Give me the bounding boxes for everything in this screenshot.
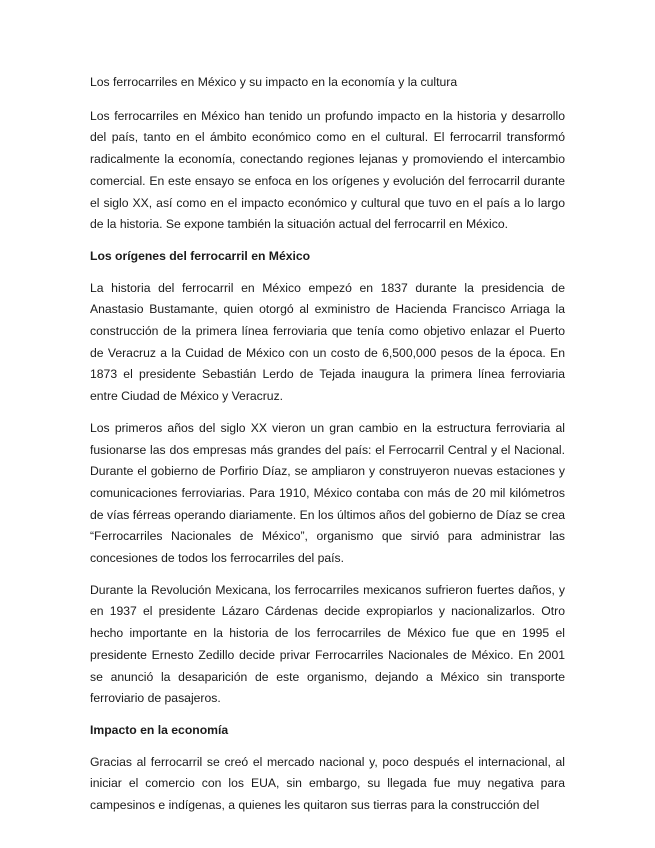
intro-paragraph: Los ferrocarriles en México han tenido un profundo impacto en la historia y desarrollo del país, tanto en el ámbito económico como en el cultural. El ferrocarril transformó radicalmente la economía, conectando regiones lejanas y promoviendo el intercambio comercial. En este ensayo se enfoca en los orígenes y evolución del ferrocarril durante el siglo XX, así como en el impacto económico y cultural que tuvo en el país a lo largo de la historia. Se expone también la situación actual del ferrocarril en México. (90, 108, 565, 232)
document-title: Los ferrocarriles en México y su impacto en la economía y la cultura (90, 75, 458, 89)
section-heading-economy: Impacto en la economía (90, 722, 229, 737)
origins-paragraph-1: La historia del ferrocarril en México empezó en 1837 durante la presidencia de Anastasio Bustamante, quien otorgó al exministro de Hacienda Francisco Arriaga la construcción de la primera línea ferroviaria que tenía como objetivo enlazar el Puerto de Veracruz a la Cuidad de México con un costo de 6,500,000 pesos de la época. En 1873 el presidente Sebastián Lerdo de Tejada inaugura la primera línea ferroviaria entre Ciudad de México y Veracruz. (90, 280, 565, 404)
origins-paragraph-2: Los primeros años del siglo XX vieron un gran cambio en la estructura ferroviaria al fusionarse las dos empresas más grandes del país: el Ferrocarril Central y el Nacional. Durante el gobierno de Porfirio Díaz, se ampliaron y construyeron nuevas estaciones y comunicaciones ferroviarias. Para 1910, México contaba con más de 20 mil kilómetros de vías férreas operando diariamente. En los últimos años del gobierno de Díaz se crea “Ferrocarriles Nacionales de México”, organismo que sirvió para administrar las concesiones de todos los ferrocarriles del país. (90, 420, 565, 566)
economy-paragraph-1: Gracias al ferrocarril se creó el mercado nacional y, poco después el internacional, al iniciar el comercio con los EUA, sin embargo, su llegada fue muy negativa para campesinos e indígenas, a quienes les quitaron sus tierras para la construcción del (90, 754, 565, 813)
section-heading-origins: Los orígenes del ferrocarril en México (90, 248, 311, 263)
origins-paragraph-3: Durante la Revolución Mexicana, los ferrocarriles mexicanos sufrieron fuertes daños, y en 1937 el presidente Lázaro Cárdenas decide expropiarlos y nacionalizarlos. Otro hecho importante en la historia de los ferrocarriles de México fue que en 1995 el presidente Ernesto Zedillo decide privar Ferrocarriles Nacionales de México. En 2001 se anunció la desaparición de este organismo, dejando a México sin transporte ferroviario de pasajeros. (90, 582, 565, 706)
